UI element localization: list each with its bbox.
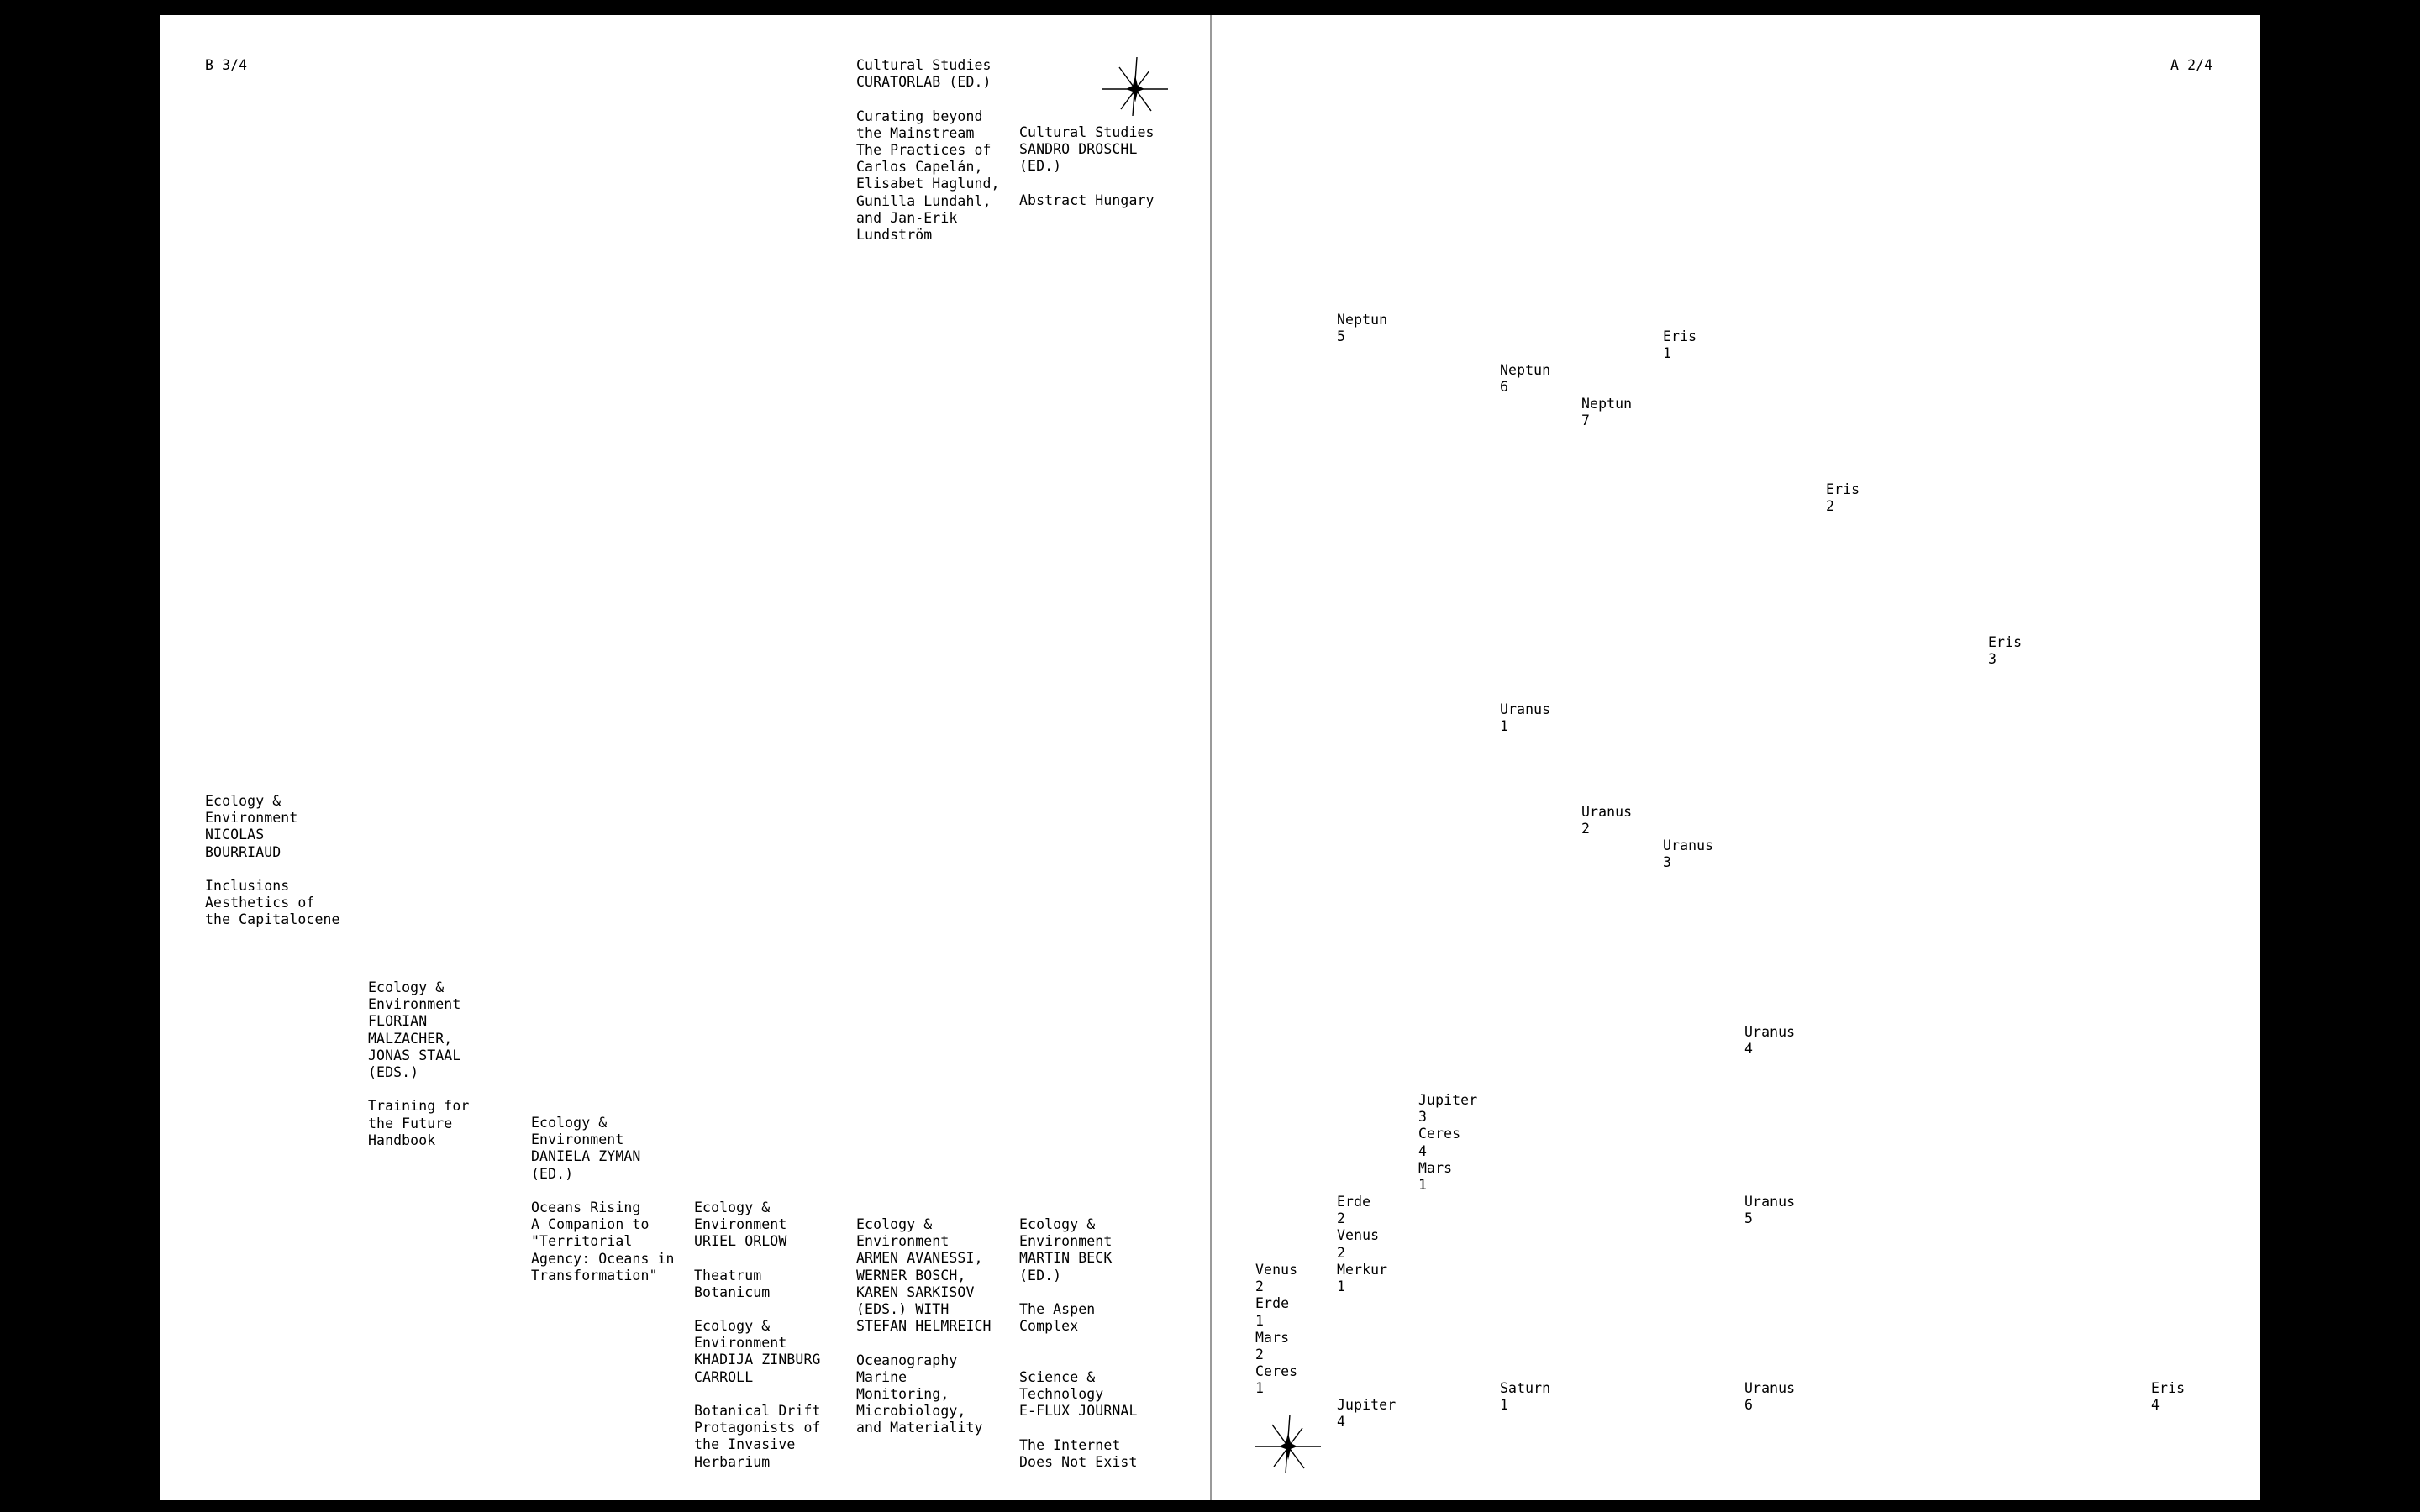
- book-category: Cultural Studies: [856, 57, 992, 73]
- book-author: SANDRO DROSCHL (ED.): [1019, 141, 1138, 175]
- book-entry[interactable]: [531, 1115, 675, 1284]
- planet-label: Neptun 7: [1581, 396, 1633, 429]
- book-author: NICOLAS BOURRIAUD: [205, 827, 281, 860]
- book-author: E-FLUX JOURNAL: [1019, 1403, 1138, 1420]
- planet-label: Uranus 3: [1663, 837, 1714, 871]
- book-entry[interactable]: [1019, 1369, 1137, 1471]
- book-category: Science & Technology: [1019, 1369, 1104, 1403]
- planet-label: Uranus 1: [1500, 701, 1551, 735]
- book-title: Botanical Drift Protagonists of the Invasive Herbarium: [694, 1403, 821, 1470]
- book-category: Ecology & Environment: [694, 1200, 787, 1233]
- book-category: Ecology & Environment: [531, 1115, 624, 1148]
- book-category: Ecology & Environment: [1019, 1216, 1113, 1250]
- book-author: MARTIN BECK (ED.): [1019, 1250, 1113, 1284]
- book-spread: [160, 15, 2260, 1500]
- book-category: Ecology & Environment: [205, 793, 298, 827]
- planet-label: Uranus 5: [1744, 1194, 1796, 1227]
- book-title: The Aspen Complex: [1019, 1301, 1096, 1335]
- book-entry[interactable]: [205, 793, 340, 929]
- page-number-right: A 2/4: [2170, 57, 2213, 73]
- book-entry[interactable]: [1019, 124, 1155, 209]
- book-entry[interactable]: [368, 979, 469, 1149]
- book-title: Abstract Hungary: [1019, 192, 1155, 208]
- planet-label: Jupiter 4: [1337, 1397, 1397, 1431]
- planet-label: Eris 4: [2151, 1380, 2186, 1414]
- eight-point-star-icon: [1255, 1415, 1321, 1473]
- page-gutter-divider: [1210, 15, 1212, 1500]
- book-title: Oceanography Marine Monitoring, Microbiology, and Materiality: [856, 1352, 983, 1436]
- book-category: Cultural Studies: [1019, 124, 1155, 140]
- book-author: DANIELA ZYMAN (ED.): [531, 1148, 641, 1182]
- planet-label: Jupiter 3 Ceres 4 Mars 1: [1418, 1092, 1478, 1194]
- planet-label: Neptun 6: [1500, 362, 1551, 396]
- planet-label: Eris 2: [1826, 481, 1860, 515]
- book-entry[interactable]: [856, 1216, 992, 1437]
- book-title: Theatrum Botanicum: [694, 1267, 771, 1301]
- eight-point-star-icon: [1102, 57, 1168, 116]
- book-author: ARMEN AVANESSI, WERNER BOSCH, KAREN SARKISOV (EDS.) WITH STEFAN HELMREICH: [856, 1250, 992, 1335]
- book-category: Ecology & Environment: [856, 1216, 950, 1250]
- planet-label: Eris 1: [1663, 328, 1697, 362]
- book-title: Training for the Future Handbook: [368, 1098, 470, 1148]
- book-title: Curating beyond the Mainstream The Practices of Carlos Capelán, Elisabet Haglund, Gunilla Lundahl, and Jan-Erik Lundström: [856, 108, 1000, 244]
- planet-label: Uranus 6: [1744, 1380, 1796, 1414]
- book-author: FLORIAN MALZACHER, JONAS STAAL (EDS.): [368, 1013, 461, 1081]
- book-title: Oceans Rising A Companion to "Territorial Agency: Oceans in Transformation": [531, 1200, 675, 1284]
- book-author: KHADIJA ZINBURG CARROLL: [694, 1352, 821, 1385]
- planet-label: Eris 3: [1988, 634, 2023, 668]
- planet-label: Uranus 4: [1744, 1024, 1796, 1058]
- book-entry[interactable]: [694, 1318, 821, 1471]
- planet-label: Erde 2 Venus 2 Merkur 1: [1337, 1194, 1388, 1295]
- page-number-left: B 3/4: [205, 57, 248, 73]
- book-title: The Internet Does Not Exist: [1019, 1436, 1138, 1471]
- planet-label: Neptun 5: [1337, 312, 1388, 345]
- planet-label: Venus 2 Erde 1 Mars 2 Ceres 1: [1255, 1262, 1298, 1397]
- book-title: Inclusions Aesthetics of the Capitalocene: [205, 878, 340, 928]
- book-entry[interactable]: [694, 1200, 786, 1301]
- book-author: CURATORLAB (ED.): [856, 74, 992, 91]
- book-entry[interactable]: [856, 57, 1000, 244]
- book-category: Ecology & Environment: [368, 979, 461, 1013]
- book-author: URIEL ORLOW: [694, 1233, 787, 1250]
- book-entry[interactable]: [1019, 1216, 1112, 1335]
- planet-label: Saturn 1: [1500, 1380, 1551, 1414]
- book-category: Ecology & Environment: [694, 1318, 787, 1352]
- planet-label: Uranus 2: [1581, 804, 1633, 837]
